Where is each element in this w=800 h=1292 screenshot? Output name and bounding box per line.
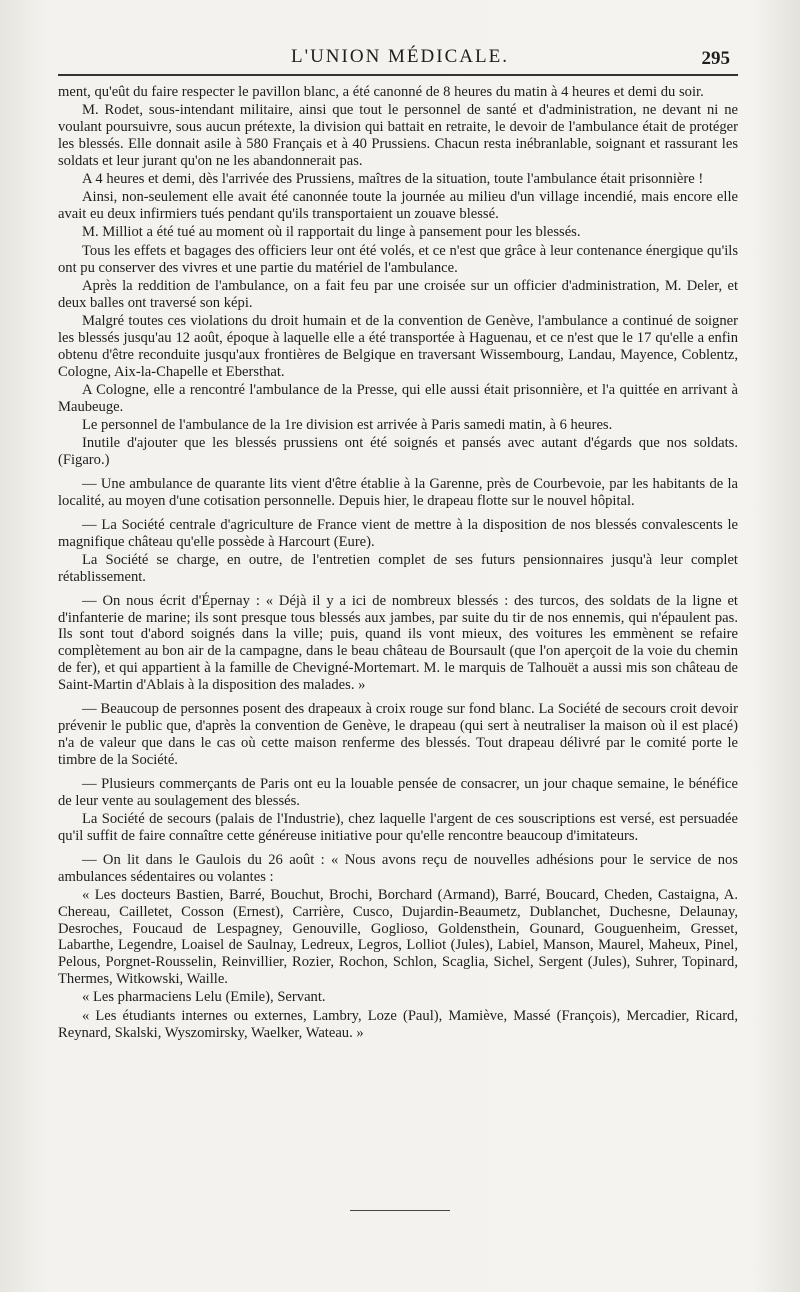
paragraph: Malgré toutes ces violations du droit humain et de la convention de Genève, l'ambulance a continué de soigner les blessés jusqu'au 12 août, époque à laquelle elle a été transportée à Haguenau, et ce n'est que le 17 qu'elle a enfin obtenu d'être reconduite jusqu'aux frontières de Belgique en traversant Wissembourg, Landau, Mayence, Coblentz, Cologne, Aix-la-Chapelle et Ebersthat.	[58, 312, 738, 380]
news-item-continuation: La Société se charge, en outre, de l'entretien complet de ses futurs pensionnaires jusqu'à leur complet rétablissement.	[58, 551, 738, 585]
paragraph: M. Milliot a été tué au moment où il rapportait du linge à pansement pour les blessés.	[82, 224, 581, 241]
paragraph: Le personnel de l'ambulance de la 1re division est arrivée à Paris samedi matin, à 6 heures.	[82, 416, 613, 433]
footer-rule	[350, 1210, 450, 1211]
news-item: — Plusieurs commerçants de Paris ont eu la louable pensée de consacrer, un jour chaque semaine, le bénéfice de leur vente au soulagement des blessés.	[58, 775, 738, 809]
paragraph: A 4 heures et demi, dès l'arrivée des Prussiens, maîtres de la situation, toute l'ambulance était prisonnière !	[82, 171, 704, 188]
news-item: — La Société centrale d'agriculture de France vient de mettre à la disposition de nos blessés convalescents le magnifique château qu'elle possède à Harcourt (Eure).	[58, 516, 738, 550]
page-number: 295	[701, 48, 730, 69]
paragraph: ment, qu'eût du faire respecter le pavillon blanc, a été canonné de 8 heures du matin à 4 heures et demi du soir.	[58, 84, 704, 100]
news-item: — On lit dans le Gaulois du 26 août : « Nous avons reçu de nouvelles adhésions pour le service de nos ambulances sédentaires ou volantes :	[58, 851, 738, 885]
name-list: « Les docteurs Bastien, Barré, Bouchut, Brochi, Borchard (Armand), Barré, Boucard, Cheden, Castaigna, A. Chereau, Cailletet, Cosson (Ernest), Carrière, Cusco, Dujardin-Beaumetz, Dublanchet, Duchesne, Delaunay, Desroches, Foucaud de Lespagney, Genouville, Goglioso, Goldensthein, Gounard, Gouguenheim, Gresset, Labarthe, Legendre, Loaisel de Saulnay, Ledreux, Legros, Lolliot (Jules), Labiel, Manson, Maurel, Maheux, Pinel, Pelous, Porgnet-Rousselin, Reinvillier, Rozier, Rochon, Schlon, Scaglia, Sichel, Sergent (Jules), Suhrer, Topinard, Thermes, Witkowski, Waille.	[58, 886, 738, 988]
page-header	[0, 38, 800, 78]
header-rule	[58, 74, 738, 76]
article-body	[58, 84, 738, 1043]
news-item-continuation: La Société de secours (palais de l'Industrie), chez laquelle l'argent de ces souscriptions est versé, est persuadée qu'il suffit de faire connaître cette généreuse initiative pour qu'elle rencontre beaucoup d'imitateurs.	[58, 810, 738, 844]
running-title: L'UNION MÉDICALE.	[291, 46, 509, 67]
paragraph: A Cologne, elle a rencontré l'ambulance de la Presse, qui elle aussi était prisonnière, et l'a quittée en arrivant à Maubeuge.	[58, 381, 738, 415]
paragraph: Tous les effets et bagages des officiers leur ont été volés, et ce n'est que grâce à leur contenance énergique qu'ils ont pu conserver des vivres et une partie du matériel de l'ambulance.	[58, 242, 738, 276]
news-item: — Une ambulance de quarante lits vient d'être établie à la Garenne, près de Courbevoie, par les habitants de la localité, au moyen d'une cotisation personnelle. Depuis hier, le drapeau flotte sur le nouvel hôpital.	[58, 475, 738, 509]
news-item: — Beaucoup de personnes posent des drapeaux à croix rouge sur fond blanc. La Société de secours croit devoir prévenir le public que, d'après la convention de Genève, le drapeau (qui sert à neutraliser la maison où il est placé) n'a de valeur que dans le cas où cette maison renferme des blessés. Tout drapeau délivré par le comité porte le timbre de la Société.	[58, 701, 738, 768]
paragraph: M. Rodet, sous-intendant militaire, ainsi que tout le personnel de santé et d'administration, ne devant ni ne voulant poursuivre, sous aucun prétexte, la division qui battait en retraite, le devoir de l'ambulance était de protéger les blessés. Elle donnait asile à 580 Français et à 40 Prussiens. Chacun resta inébranlable, soignant et rassurant les soldats et leur jurant qu'on ne les abandonnerait pas.	[58, 102, 738, 169]
name-list: « Les pharmaciens Lelu (Emile), Servant.	[82, 989, 326, 1006]
paragraph: Après la reddition de l'ambulance, on a fait feu par une croisée sur un officier d'administration, M. Deler, et deux balles ont traversé son képi.	[58, 277, 738, 311]
news-item: — On nous écrit d'Épernay : « Déjà il y a ici de nombreux blessés : des turcos, des soldats de la ligne et d'infanterie de marine; ils sont presque tous blessés aux jambes, par suite du tir de nos ennemis, qui n'épaulent pas. Ils sont tout d'abord soignés dans la ville; puis, quand ils vont mieux, des voitures les emmènent se refaire complètement au bon air de la campagne, dans le beau château de Boursault (que l'on aperçoit de la voie du chemin de fer), et qui appartient à la famille de Chevigné-Mortemart. M. le marquis de Talhouët a aussi mis son château de Saint-Martin d'Ablais à la disposition des malades. »	[58, 592, 738, 694]
name-list: « Les étudiants internes ou externes, Lambry, Loze (Paul), Mamiève, Massé (François), Mercadier, Ricard, Reynard, Skalski, Wyszomirsky, Waelker, Wateau. »	[58, 1007, 738, 1041]
paragraph: Ainsi, non-seulement elle avait été canonnée toute la journée au milieu d'un village incendié, mais encore elle avait eu deux infirmiers tués pendant qu'ils transportaient un zouave blessé.	[58, 189, 738, 223]
paragraph: Inutile d'ajouter que les blessés prussiens ont été soignés et pansés avec autant d'égards que nos soldats. (Figaro.)	[58, 435, 738, 468]
